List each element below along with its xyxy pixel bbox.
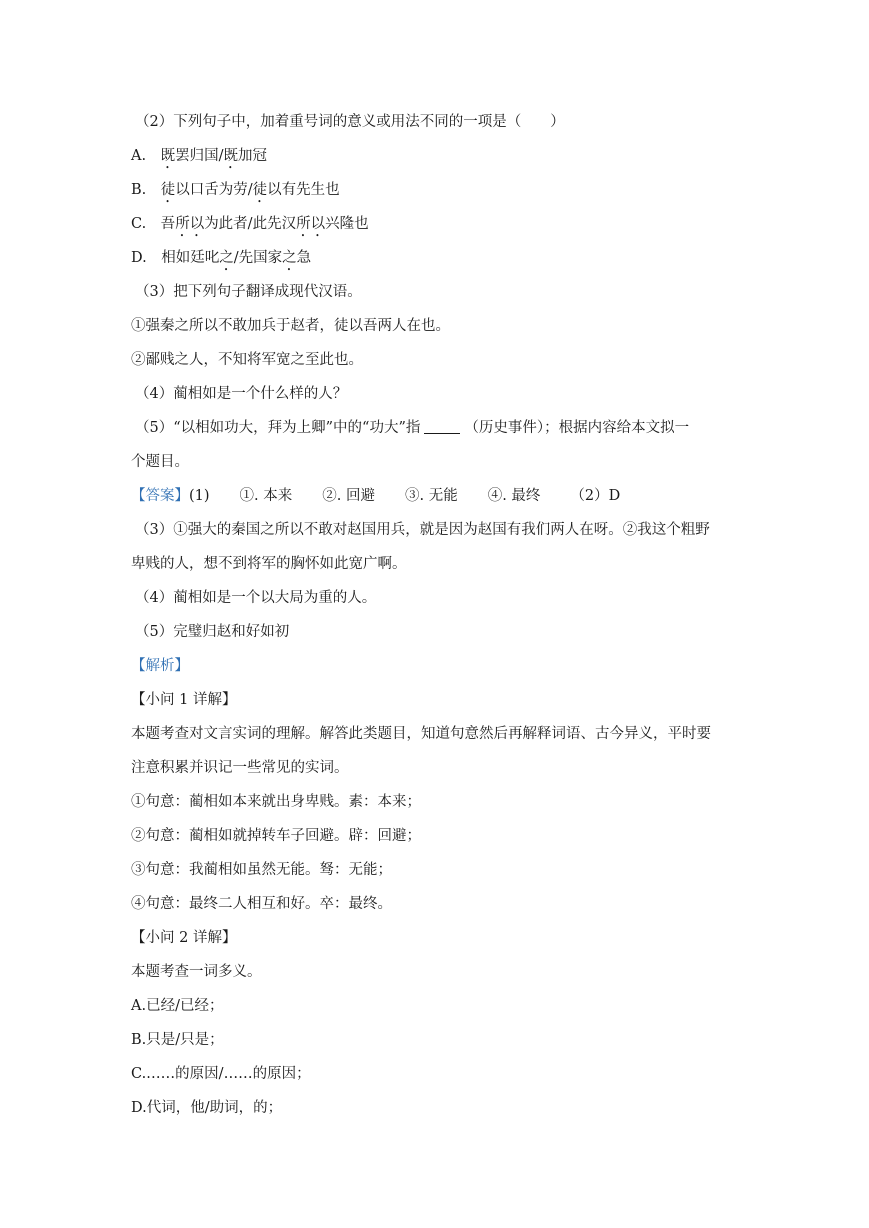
option-text: 加冠: [237, 148, 267, 164]
q5-stem-cont: 个题目。: [131, 454, 189, 470]
emphasized-word: 以: [189, 216, 205, 232]
emphasized-word: 所: [175, 216, 190, 232]
answer-tag: 【答案】: [131, 488, 189, 504]
q2-option-b: [131, 180, 749, 206]
sub1-item: ④句意：最终二人相互和好。卒：最终。: [131, 896, 392, 912]
q4-stem: （4）蔺相如是一个什么样的人？: [135, 386, 348, 402]
sub2-item: D.代词，他/助词，的；: [131, 1100, 283, 1116]
option-text: 以有先生也: [267, 182, 340, 198]
q5-stem-part: （5）“以相如功大，拜为上卿”中的“功大”指: [135, 420, 421, 436]
q3-sentence-1: ①强秦之所以不敢加兵于赵者，徒以吾两人在也。: [131, 318, 450, 334]
q2-stem: （2）下列句子中，加着重号词的意义或用法不同的一项是（ ）: [135, 114, 565, 130]
emphasized-word: 既: [223, 148, 238, 164]
option-text: 罢归国/: [175, 148, 224, 164]
answer-q1-item: ①. 本来: [239, 488, 293, 504]
sub2-title: 【小问 2 详解】: [131, 930, 237, 946]
answer-q1-label: (1): [189, 488, 210, 504]
emphasized-word: 之: [219, 250, 234, 266]
emphasized-word: 既: [160, 148, 176, 164]
sub2-paragraph: 本题考查一词多义。: [131, 964, 262, 980]
answer-q4: （4）蔺相如是一个以大局为重的人。: [135, 590, 377, 606]
q3-stem: （3）把下列句子翻译成现代汉语。: [135, 284, 362, 300]
answer-q1-item: ④. 最终: [487, 488, 541, 504]
option-text: 兴隆也: [325, 216, 369, 232]
option-text: 以口舌为劳/: [175, 182, 253, 198]
answer-line: [131, 486, 749, 506]
sub1-paragraph-cont: 注意积累并识记一些常见的实词。: [131, 760, 349, 776]
emphasized-word: 徒: [252, 182, 268, 198]
answer-q1-item: ②. 回避: [322, 488, 375, 504]
option-text: 急: [296, 250, 312, 266]
emphasized-word: 之: [282, 250, 297, 266]
option-label: D. 相如廷叱: [131, 250, 220, 266]
sub2-item: C.……的原因/……的原因；: [131, 1066, 311, 1082]
sub2-item: A.已经/已经；: [131, 998, 224, 1014]
sub1-title: 【小问 1 详解】: [131, 692, 237, 708]
emphasized-word: 以: [310, 216, 326, 232]
q2-option-a: [131, 146, 749, 172]
option-label: C. 吾: [131, 216, 176, 232]
sub1-item: ①句意：蔺相如本来就出身卑贱。素：本来；: [131, 794, 421, 810]
option-label: B.: [131, 182, 161, 198]
q2-option-c: [131, 214, 749, 240]
option-text: /先国家: [233, 250, 283, 266]
sub1-item: ②句意：蔺相如就掉转车子回避。辟：回避；: [131, 828, 421, 844]
analysis-tag: 【解析】: [131, 658, 189, 674]
emphasized-word: 徒: [160, 182, 176, 198]
sub1-item: ③句意：我蔺相如虽然无能。驽：无能；: [131, 862, 392, 878]
q3-sentence-2: ②鄙贱之人，不知将军宽之至此也。: [131, 352, 363, 368]
sub1-paragraph: 本题考查对文言实词的理解。解答此类题目，知道句意然后再解释词语、古今异义，平时要: [131, 726, 711, 742]
q5-stem: [135, 418, 749, 438]
sub2-item: B.只是/只是；: [131, 1032, 224, 1048]
emphasized-word: 所: [296, 216, 311, 232]
option-text: 为此者/此先汉: [204, 216, 297, 232]
answer-q3: （3）①强大的秦国之所以不敢对赵国用兵，就是因为赵国有我们两人在呀。②我这个粗野: [135, 522, 710, 538]
answer-q2: （2）D: [570, 488, 621, 504]
option-label: A.: [131, 148, 161, 164]
answer-q3-cont: 卑贱的人，想不到将军的胸怀如此宽广啊。: [131, 556, 407, 572]
q2-option-d: [131, 248, 749, 274]
fill-blank: [424, 419, 460, 434]
q5-stem-part: （历史事件）；根据内容给本文拟一: [464, 420, 690, 436]
answer-q1-item: ③. 无能: [404, 488, 458, 504]
answer-q5: （5）完璧归赵和好如初: [135, 624, 290, 640]
